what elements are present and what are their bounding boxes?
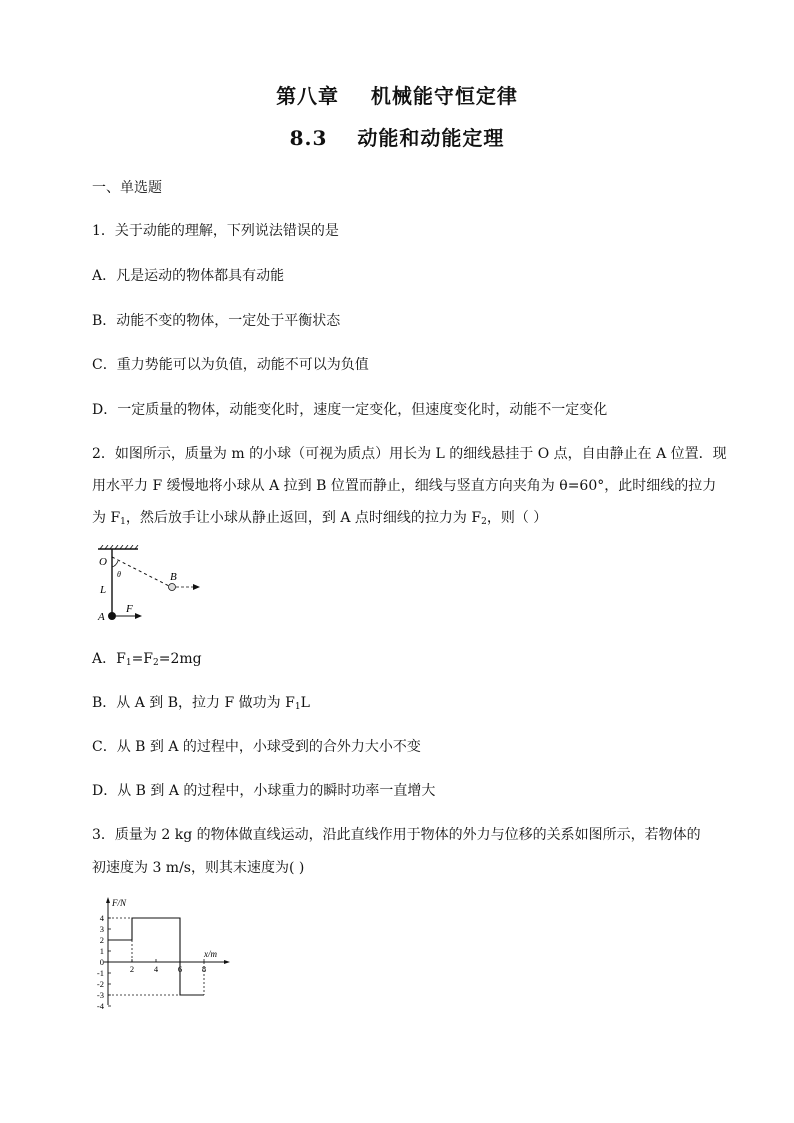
y-tick-label: -3 [96, 990, 104, 1000]
pendulum-figure [94, 545, 209, 625]
label-o: O [99, 556, 107, 568]
q2-line3-text: 为 F [92, 510, 121, 526]
chapter-number: 第八章 [276, 84, 340, 108]
label-a: A [98, 611, 105, 623]
label-b: B [170, 571, 177, 583]
q2-option-d: D．从 B 到 A 的过程中，小球重力的瞬时功率一直增大 [92, 783, 436, 799]
x-tick-label: 4 [153, 964, 159, 974]
q2-b-text: B．从 A 到 B，拉力 F 做功为 F [92, 695, 295, 711]
q2-stem-line3 [92, 507, 547, 527]
y-tick-label: 1 [99, 946, 104, 956]
ball-a [108, 612, 116, 620]
section-number: 8.3 [289, 126, 328, 150]
angle-arc [112, 561, 118, 567]
x-tick-label: 8 [201, 964, 207, 974]
dashed-guides [108, 918, 207, 995]
q2-a-sub1: 1 [125, 658, 132, 668]
q2-stem-line2: 用水平力 F 缓慢地将小球从 A 拉到 B 位置而静止，细线与竖直方向夹角为 θ=60°，此时细线的拉力 [92, 478, 717, 494]
q2-a-text3: =2mg [158, 651, 202, 667]
q2-b-text2: L [300, 695, 310, 711]
q1-option-d: D．一定质量的物体，动能变化时，速度一定变化，但速度变化时，动能不一定变化 [92, 402, 608, 418]
x-axis-arrow [224, 960, 230, 964]
section-name: 动能和动能定理 [357, 126, 505, 150]
y-tick-label: -4 [96, 1001, 104, 1010]
y-tick-label: -1 [96, 968, 104, 978]
y-axis-label: F/N [112, 898, 127, 908]
q2-line3-sub2: 2 [481, 517, 487, 527]
y-axis-arrow [106, 897, 110, 903]
ball-b [169, 584, 176, 591]
force-displacement-graph [90, 895, 235, 1010]
q1-option-a: A．凡是运动的物体都具有动能 [92, 268, 285, 284]
a-arrowhead [135, 613, 142, 619]
q2-stem-line1: 2．如图所示，质量为 m 的小球（可视为质点）用长为 L 的细线悬挂于 O 点，自由静止在 A 位置．现 [92, 446, 727, 462]
q3-stem-line2: 初速度为 3 m/s，则其末速度为( ) [92, 860, 305, 876]
chapter-name: 机械能守恒定律 [370, 84, 518, 108]
y-tick-label: -2 [96, 979, 104, 989]
label-f: F [126, 603, 133, 615]
force-series-line [108, 918, 207, 995]
x-tick-label: 2 [129, 964, 135, 974]
y-tick-label: 0 [99, 957, 104, 967]
q1-option-c: C．重力势能可以为负值，动能不可以为负值 [92, 357, 369, 373]
chapter-title [0, 80, 794, 109]
q2-option-b [92, 692, 310, 712]
y-tick-label: 3 [99, 924, 104, 934]
q2-line3-text3: ，则（ ） [486, 510, 548, 526]
q1-option-b: B．动能不变的物体，一定处于平衡状态 [92, 313, 341, 329]
x-tick-label: 6 [177, 964, 183, 974]
x-tick-group [130, 959, 206, 974]
q2-a-text2: =F [131, 651, 154, 667]
label-theta: θ [117, 570, 121, 579]
q2-line3-sub1: 1 [120, 517, 126, 527]
q2-b-sub: 1 [294, 702, 301, 712]
b-arrowhead [193, 584, 200, 590]
section-heading: 一、单选题 [92, 180, 162, 196]
label-l: L [100, 584, 107, 596]
q2-a-sub2: 2 [153, 658, 159, 668]
y-tick-label: 4 [99, 913, 104, 923]
y-tick-label: 2 [99, 935, 104, 945]
q2-option-a [92, 648, 202, 668]
q1-stem: 1．关于动能的理解，下列说法错误的是 [92, 223, 339, 239]
section-title [0, 122, 794, 151]
x-axis-label: x/m [204, 949, 217, 959]
q2-line3-text2: ，然后放手让小球从静止返回，到 A 点时细线的拉力为 F [125, 510, 482, 526]
q2-a-text: A．F [92, 651, 126, 667]
q3-stem-line1: 3．质量为 2 kg 的物体做直线运动，沿此直线作用于物体的外力与位移的关系如图所示，若物体的 [92, 827, 701, 843]
q2-option-c: C．从 B 到 A 的过程中，小球受到的合外力大小不变 [92, 739, 421, 755]
